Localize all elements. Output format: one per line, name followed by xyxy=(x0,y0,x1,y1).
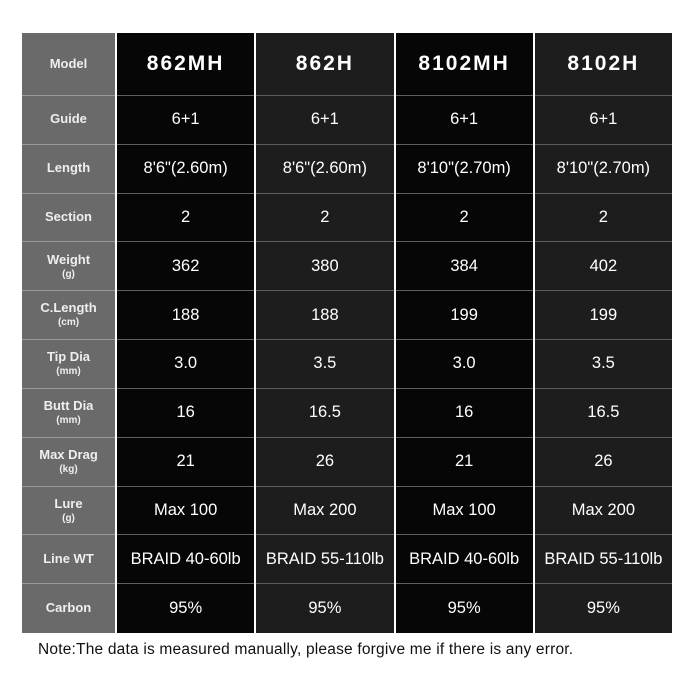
row-label: C.Length xyxy=(40,300,97,316)
spec-value-cell: 95% xyxy=(396,584,533,633)
row-label-cell xyxy=(22,487,115,536)
row-label-cell xyxy=(22,584,115,633)
spec-value-cell: 8'6"(2.60m) xyxy=(117,145,254,194)
row-label-cell xyxy=(22,291,115,340)
spec-value-cell: 16 xyxy=(396,389,533,438)
spec-value-cell: 3.5 xyxy=(535,340,672,389)
spec-value-cell: 26 xyxy=(535,438,672,487)
spec-value-cell: 362 xyxy=(117,242,254,291)
row-unit: (cm) xyxy=(57,317,80,329)
row-label: Length xyxy=(46,160,91,176)
spec-value-cell: 21 xyxy=(396,438,533,487)
row-unit: (g) xyxy=(62,268,75,280)
model-header-cell: 8102MH xyxy=(396,33,533,96)
spec-value-cell: 2 xyxy=(256,194,393,243)
spec-value-cell: 2 xyxy=(535,194,672,243)
row-label-cell xyxy=(22,438,115,487)
row-label: Max Drag xyxy=(39,446,98,462)
row-label: Butt Dia xyxy=(43,398,94,414)
row-unit: (mm) xyxy=(56,415,81,427)
spec-value-cell: Max 200 xyxy=(535,487,672,536)
row-label-cell xyxy=(22,145,115,194)
row-label-cell xyxy=(22,242,115,291)
spec-value-cell: 402 xyxy=(535,242,672,291)
spec-value-cell: 16.5 xyxy=(535,389,672,438)
spec-value-cell: 2 xyxy=(117,194,254,243)
row-unit: (kg) xyxy=(59,463,78,475)
spec-value-cell: Max 100 xyxy=(117,487,254,536)
model-header-label: Model xyxy=(22,33,115,96)
spec-value-cell: 2 xyxy=(396,194,533,243)
row-label-cell xyxy=(22,96,115,145)
spec-value-cell: 16.5 xyxy=(256,389,393,438)
spec-value-cell: 95% xyxy=(256,584,393,633)
spec-value-cell: 199 xyxy=(535,291,672,340)
row-label: Weight xyxy=(46,251,91,267)
spec-value-cell: 199 xyxy=(396,291,533,340)
model-header-cell: 862MH xyxy=(117,33,254,96)
spec-value-cell: 21 xyxy=(117,438,254,487)
spec-value-cell: 6+1 xyxy=(396,96,533,145)
spec-value-cell: Max 100 xyxy=(396,487,533,536)
spec-value-cell: 95% xyxy=(535,584,672,633)
row-label-cell xyxy=(22,535,115,584)
spec-value-cell: 3.0 xyxy=(117,340,254,389)
spec-value-cell: 8'10"(2.70m) xyxy=(535,145,672,194)
spec-value-cell: 8'10"(2.70m) xyxy=(396,145,533,194)
row-label: Section xyxy=(45,209,92,225)
spec-value-cell: 95% xyxy=(117,584,254,633)
spec-value-cell: 188 xyxy=(256,291,393,340)
row-unit: (mm) xyxy=(56,366,81,378)
spec-value-cell: 8'6"(2.60m) xyxy=(256,145,393,194)
row-label: Guide xyxy=(50,111,87,127)
spec-value-cell: BRAID 40-60lb xyxy=(117,535,254,584)
spec-value-cell: BRAID 40-60lb xyxy=(396,535,533,584)
spec-value-cell: 3.0 xyxy=(396,340,533,389)
spec-value-cell: 188 xyxy=(117,291,254,340)
spec-value-cell: BRAID 55-110lb xyxy=(535,535,672,584)
spec-value-cell: 6+1 xyxy=(256,96,393,145)
spec-value-cell: BRAID 55-110lb xyxy=(256,535,393,584)
row-label-cell xyxy=(22,194,115,243)
spec-value-cell: 380 xyxy=(256,242,393,291)
spec-value-cell: Max 200 xyxy=(256,487,393,536)
row-unit: (g) xyxy=(62,512,75,524)
note-text: Note:The data is measured manually, please forgive me if there is any error. xyxy=(38,641,574,658)
spec-value-cell: 26 xyxy=(256,438,393,487)
spec-value-cell: 6+1 xyxy=(535,96,672,145)
row-label-cell xyxy=(22,389,115,438)
spec-value-cell: 6+1 xyxy=(117,96,254,145)
spec-table xyxy=(22,33,672,633)
model-header-cell: 862H xyxy=(256,33,393,96)
spec-value-cell: 384 xyxy=(396,242,533,291)
spec-value-cell: 16 xyxy=(117,389,254,438)
row-label: Carbon xyxy=(45,600,92,616)
row-label: Line WT xyxy=(43,550,94,566)
row-label: Tip Dia xyxy=(46,349,91,365)
model-header-cell: 8102H xyxy=(535,33,672,96)
row-label: Lure xyxy=(54,495,83,511)
spec-value-cell: 3.5 xyxy=(256,340,393,389)
row-label-cell xyxy=(22,340,115,389)
